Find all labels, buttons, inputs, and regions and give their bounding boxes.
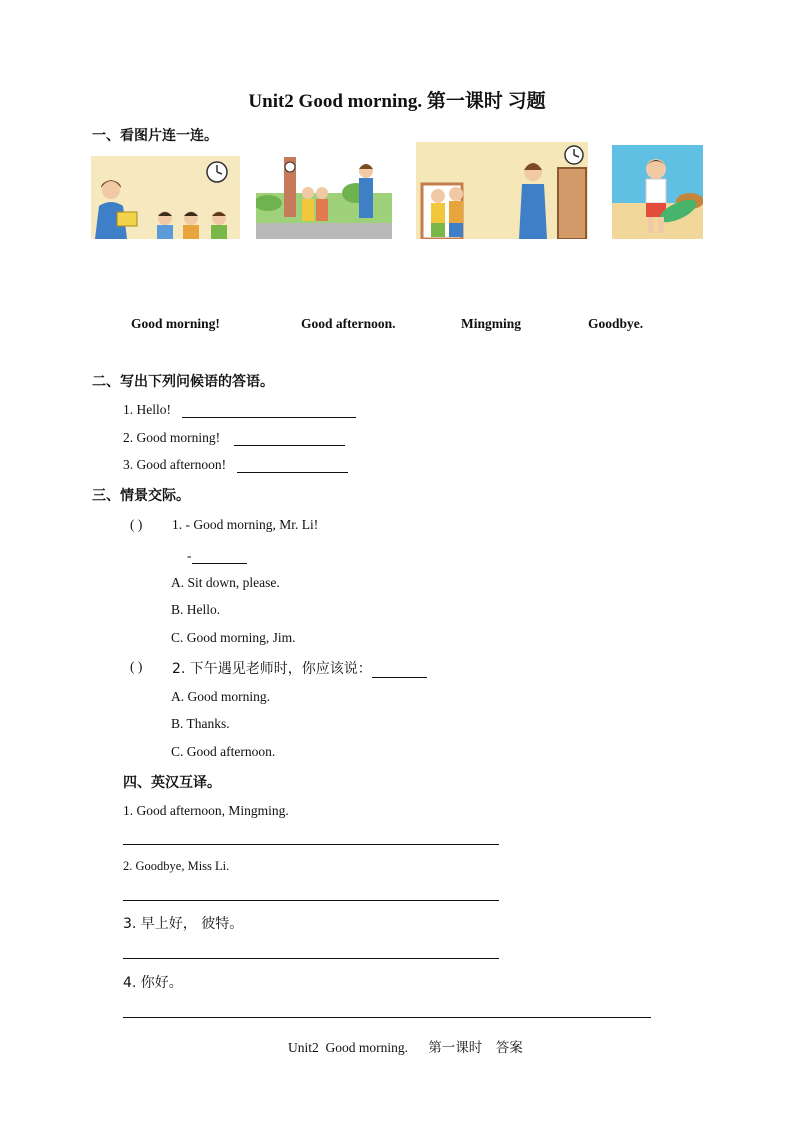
q1-option-a: A. Sit down, please. (171, 575, 280, 590)
match-option-2: Good afternoon. (301, 316, 396, 331)
answer-line[interactable] (123, 900, 499, 901)
answer-line[interactable] (123, 1017, 651, 1018)
answer-line[interactable] (123, 844, 499, 845)
answer-blank[interactable] (234, 431, 345, 446)
section-heading-1: 一、看图片连一连。 (92, 128, 218, 144)
q2-option-b: B. Thanks. (171, 716, 230, 731)
question-2-prompt (172, 658, 427, 678)
translate-item-4: 4. 你好。 (123, 975, 183, 991)
reply-item-label: 2. Good morning! (123, 430, 221, 445)
answer-blank[interactable] (182, 403, 356, 418)
translate-item-1: 1. Good afternoon, Mingming. (123, 803, 289, 818)
match-option-3: Mingming (461, 316, 522, 331)
page-title: Unit2 Good morning. 第一课时 习题 (248, 91, 546, 112)
answer-blank[interactable] (237, 458, 348, 473)
q1-option-c: C. Good morning, Jim. (171, 630, 296, 645)
reply-item-3 (123, 457, 348, 473)
answer-line[interactable] (123, 958, 499, 959)
school-door-picture (416, 142, 588, 239)
reply-item-1 (123, 402, 356, 418)
question-1-reply (187, 548, 247, 564)
translate-item-3: 3. 早上好， 彼特。 (123, 916, 244, 932)
match-option-4: Goodbye. (588, 316, 644, 331)
answer-key-heading: Unit2 Good morning. 第一课时 答案 (288, 1040, 523, 1055)
answer-blank[interactable] (372, 663, 427, 678)
beach-boy-picture (612, 145, 703, 239)
reply-item-2 (123, 430, 345, 446)
reply-dash: - (187, 548, 192, 563)
question-2-paren[interactable]: ( ) (130, 659, 143, 674)
section-heading-3: 三、情景交际。 (92, 488, 190, 504)
question-1-prompt: 1. - Good morning, Mr. Li! (172, 517, 319, 532)
section-heading-4: 四、英汉互译。 (123, 775, 221, 791)
section-heading-2: 二、写出下列问候语的答语。 (92, 374, 274, 390)
question-1-paren[interactable]: ( ) (130, 517, 143, 532)
q1-option-b: B. Hello. (171, 602, 221, 617)
q2-option-c: C. Good afternoon. (171, 744, 276, 759)
question-2-text: 2. 下午遇见老师时，你应该说： (172, 661, 372, 677)
outdoor-afternoon-picture (256, 153, 392, 239)
q2-option-a: A. Good morning. (171, 689, 270, 704)
match-option-1: Good morning! (131, 316, 220, 331)
classroom-morning-picture (91, 156, 240, 239)
reply-item-label: 1. Hello! (123, 402, 171, 417)
translate-item-2: 2. Goodbye, Miss Li. (123, 859, 230, 873)
reply-item-label: 3. Good afternoon! (123, 457, 227, 472)
answer-blank[interactable] (192, 549, 247, 564)
